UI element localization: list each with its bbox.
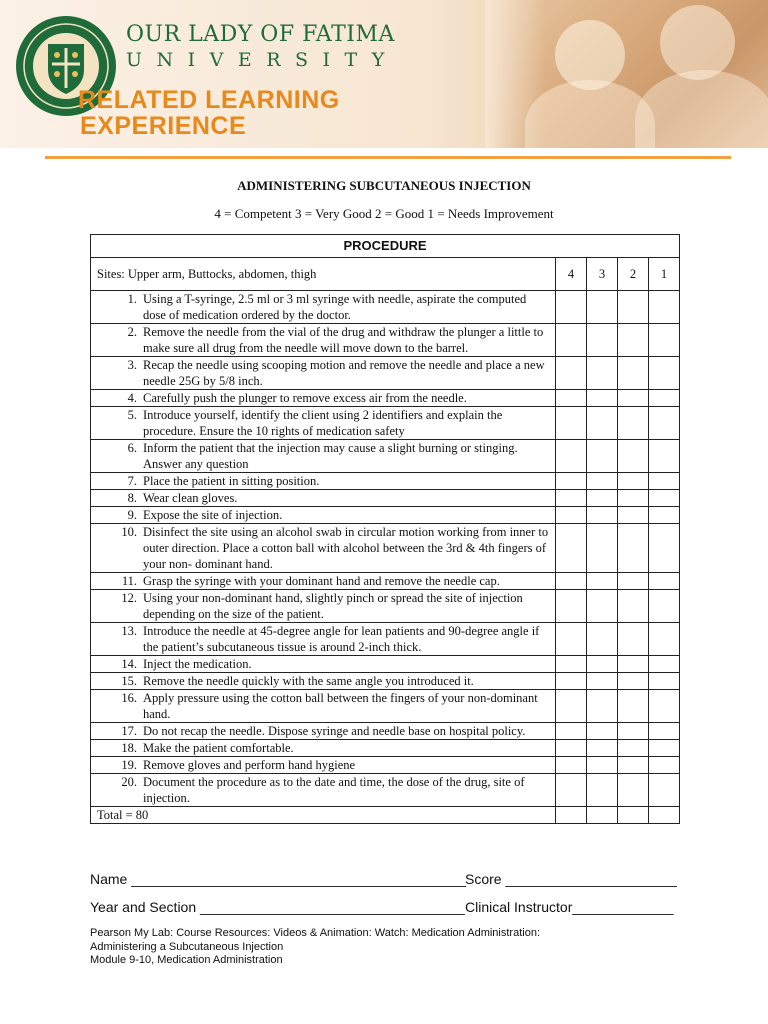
score-cell-4[interactable] bbox=[556, 507, 587, 524]
score-cell-3[interactable] bbox=[587, 524, 618, 573]
procedure-step-description: Remove the needle from the vial of the drug and withdraw the plunger a little to make sure all drug from the needle will move down to the barrel. bbox=[143, 325, 544, 355]
procedure-step-text bbox=[91, 291, 556, 324]
procedure-step-number: 16. bbox=[121, 691, 137, 705]
nurses-photo bbox=[485, 0, 768, 148]
procedure-step-number: 5. bbox=[127, 408, 137, 422]
procedure-step-row bbox=[91, 656, 680, 673]
procedure-step-description: Carefully push the plunger to remove excess air from the needle. bbox=[143, 391, 467, 405]
procedure-step-row bbox=[91, 490, 680, 507]
score-cell-1[interactable] bbox=[649, 291, 680, 324]
footer-line2: Administering a Subcutaneous Injection bbox=[90, 940, 284, 953]
score-cell-2[interactable] bbox=[618, 623, 649, 656]
score-cell-2[interactable] bbox=[618, 407, 649, 440]
score-cell-3[interactable] bbox=[587, 507, 618, 524]
procedure-step-description: Introduce yourself, identify the client using 2 identifiers and explain the procedure. Ensure the 10 rights of medication safety bbox=[143, 408, 503, 438]
total-label: Total = 80 bbox=[91, 807, 556, 824]
score-cell-3[interactable] bbox=[587, 673, 618, 690]
procedure-step-row bbox=[91, 673, 680, 690]
score-cell-3[interactable] bbox=[587, 390, 618, 407]
score-cell-4[interactable] bbox=[556, 390, 587, 407]
score-cell-1[interactable] bbox=[649, 507, 680, 524]
score-cell-3[interactable] bbox=[587, 490, 618, 507]
score-cell-2[interactable] bbox=[618, 524, 649, 573]
score-cell-4[interactable] bbox=[556, 673, 587, 690]
procedure-step-number: 3. bbox=[127, 358, 137, 372]
footer-reference bbox=[90, 927, 540, 968]
name-field[interactable]: Name ___________________________________________ bbox=[90, 871, 467, 887]
procedure-step-description: Inject the medication. bbox=[143, 657, 252, 671]
score-cell-3[interactable] bbox=[587, 324, 618, 357]
score-cell-2[interactable] bbox=[618, 656, 649, 673]
score-cell-3[interactable] bbox=[587, 656, 618, 673]
footer-line1: Pearson My Lab: Course Resources: Videos & Animation: Watch: Medication Administration: bbox=[90, 927, 540, 939]
score-cell-2[interactable] bbox=[618, 740, 649, 757]
procedure-step-row bbox=[91, 623, 680, 656]
score-cell-4[interactable] bbox=[556, 524, 587, 573]
score-cell-2[interactable] bbox=[618, 324, 649, 357]
score-cell-2[interactable] bbox=[618, 507, 649, 524]
procedure-step-number: 8. bbox=[127, 491, 137, 505]
score-cell-3[interactable] bbox=[587, 690, 618, 723]
score-cell-4[interactable] bbox=[556, 723, 587, 740]
procedure-step-row bbox=[91, 573, 680, 590]
procedure-step-text bbox=[91, 774, 556, 807]
score-cell-1[interactable] bbox=[649, 407, 680, 440]
score-cell-1[interactable] bbox=[649, 490, 680, 507]
sites-label: Sites: Upper arm, Buttocks, abdomen, thigh bbox=[91, 258, 556, 291]
procedure-step-text bbox=[91, 490, 556, 507]
procedure-step-row bbox=[91, 590, 680, 623]
procedure-step-text bbox=[91, 573, 556, 590]
score-cell-2[interactable] bbox=[618, 291, 649, 324]
score-cell-1[interactable] bbox=[649, 357, 680, 390]
score-cell-1[interactable] bbox=[649, 524, 680, 573]
procedure-step-description: Inform the patient that the injection may cause a slight burning or stinging. Answer any question bbox=[143, 441, 518, 471]
score-cell-4[interactable] bbox=[556, 757, 587, 774]
score-cell-1[interactable] bbox=[649, 390, 680, 407]
score-cell-3[interactable] bbox=[587, 473, 618, 490]
procedure-step-description: Recap the needle using scooping motion and remove the needle and place a new needle 25G by 5/8 inch. bbox=[143, 358, 545, 388]
clinical-instructor-field[interactable]: Clinical Instructor_____________ bbox=[465, 899, 674, 915]
procedure-step-description: Remove gloves and perform hand hygiene bbox=[143, 758, 356, 772]
procedure-step-number: 9. bbox=[127, 508, 137, 522]
score-cell-4[interactable] bbox=[556, 656, 587, 673]
score-cell-2[interactable] bbox=[618, 723, 649, 740]
score-cell-4[interactable] bbox=[556, 774, 587, 807]
score-cell-4[interactable] bbox=[556, 690, 587, 723]
score-cell-2[interactable] bbox=[618, 390, 649, 407]
procedure-step-text bbox=[91, 590, 556, 623]
procedure-table bbox=[90, 234, 680, 824]
score-cell-3[interactable] bbox=[587, 573, 618, 590]
score-cell-1[interactable] bbox=[649, 440, 680, 473]
procedure-step-description: Introduce the needle at 45-degree angle for lean patients and 90-degree angle if the patient’s subcutaneous tissue is around 2-inch thick. bbox=[143, 624, 540, 654]
procedure-step-text bbox=[91, 440, 556, 473]
score-cell-3[interactable] bbox=[587, 357, 618, 390]
score-cell-1[interactable] bbox=[649, 623, 680, 656]
procedure-step-description: Make the patient comfortable. bbox=[143, 741, 294, 755]
procedure-step-number: 19. bbox=[121, 758, 137, 772]
procedure-step-row bbox=[91, 507, 680, 524]
procedure-step-description: Using a T-syringe, 2.5 ml or 3 ml syringe with needle, aspirate the computed dose of medication ordered by the doctor. bbox=[143, 292, 527, 322]
score-cell-2[interactable] bbox=[618, 774, 649, 807]
procedure-step-number: 2. bbox=[127, 325, 137, 339]
university-name-line1: OUR LADY OF FATIMA bbox=[126, 22, 395, 47]
procedure-step-number: 13. bbox=[121, 624, 137, 638]
score-cell-1[interactable] bbox=[649, 740, 680, 757]
procedure-step-description: Apply pressure using the cotton ball between the fingers of your non-dominant hand. bbox=[143, 691, 538, 721]
procedure-step-number: 17. bbox=[121, 724, 137, 738]
score-cell-2[interactable] bbox=[618, 440, 649, 473]
score-cell-4[interactable] bbox=[556, 573, 587, 590]
procedure-step-number: 7. bbox=[127, 474, 137, 488]
rating-scale: 4 = Competent 3 = Very Good 2 = Good 1 = Needs Improvement bbox=[214, 206, 554, 221]
procedure-step-text bbox=[91, 623, 556, 656]
procedure-step-description: Using your non-dominant hand, slightly pinch or spread the site of injection depending on the size of the patient. bbox=[143, 591, 523, 621]
score-cell-3[interactable] bbox=[587, 723, 618, 740]
procedure-step-description: Place the patient in sitting position. bbox=[143, 474, 320, 488]
procedure-step-row bbox=[91, 723, 680, 740]
procedure-step-number: 6. bbox=[127, 441, 137, 455]
score-cell-4[interactable] bbox=[556, 324, 587, 357]
score-cell-3[interactable] bbox=[587, 774, 618, 807]
procedure-step-number: 4. bbox=[127, 391, 137, 405]
score-cell-4[interactable] bbox=[556, 440, 587, 473]
banner-title-line1: RELATED LEARNING bbox=[78, 86, 340, 114]
procedure-step-row bbox=[91, 357, 680, 390]
score-cell-1[interactable] bbox=[649, 473, 680, 490]
procedure-step-row bbox=[91, 473, 680, 490]
procedure-step-description: Grasp the syringe with your dominant hand and remove the needle cap. bbox=[143, 574, 500, 588]
score-header-4: 4 bbox=[556, 258, 587, 291]
score-cell-1[interactable] bbox=[649, 757, 680, 774]
score-header-1: 1 bbox=[649, 258, 680, 291]
score-header-3: 3 bbox=[587, 258, 618, 291]
header-banner bbox=[0, 0, 768, 148]
procedure-step-number: 18. bbox=[121, 741, 137, 755]
procedure-step-text bbox=[91, 507, 556, 524]
procedure-step-number: 11. bbox=[121, 574, 137, 588]
procedure-step-text bbox=[91, 390, 556, 407]
score-cell-1[interactable] bbox=[649, 590, 680, 623]
total-score-cell[interactable] bbox=[556, 807, 587, 824]
score-cell-1[interactable] bbox=[649, 573, 680, 590]
score-cell-4[interactable] bbox=[556, 357, 587, 390]
score-cell-3[interactable] bbox=[587, 757, 618, 774]
procedure-step-number: 1. bbox=[127, 292, 137, 306]
score-cell-4[interactable] bbox=[556, 590, 587, 623]
score-cell-2[interactable] bbox=[618, 590, 649, 623]
procedure-step-number: 14. bbox=[121, 657, 137, 671]
score-cell-2[interactable] bbox=[618, 357, 649, 390]
procedure-step-row bbox=[91, 324, 680, 357]
procedure-step-description: Wear clean gloves. bbox=[143, 491, 238, 505]
procedure-step-row bbox=[91, 291, 680, 324]
procedure-step-text bbox=[91, 473, 556, 490]
score-cell-2[interactable] bbox=[618, 690, 649, 723]
score-cell-4[interactable] bbox=[556, 291, 587, 324]
procedure-step-text bbox=[91, 524, 556, 573]
score-cell-4[interactable] bbox=[556, 740, 587, 757]
procedure-step-row bbox=[91, 757, 680, 774]
footer-line3: Module 9-10, Medication Administration bbox=[90, 954, 283, 966]
procedure-step-row bbox=[91, 690, 680, 723]
score-cell-4[interactable] bbox=[556, 407, 587, 440]
total-row bbox=[91, 807, 680, 824]
score-cell-2[interactable] bbox=[618, 673, 649, 690]
score-cell-3[interactable] bbox=[587, 440, 618, 473]
procedure-heading: PROCEDURE bbox=[91, 235, 680, 258]
procedure-step-text bbox=[91, 757, 556, 774]
score-cell-4[interactable] bbox=[556, 490, 587, 507]
score-cell-4[interactable] bbox=[556, 623, 587, 656]
score-cell-2[interactable] bbox=[618, 490, 649, 507]
procedure-step-text bbox=[91, 723, 556, 740]
procedure-step-row bbox=[91, 740, 680, 757]
procedure-step-description: Expose the site of injection. bbox=[143, 508, 283, 522]
university-name-line2: UNIVERSITY bbox=[126, 49, 399, 71]
document-title: ADMINISTERING SUBCUTANEOUS INJECTION bbox=[237, 178, 531, 193]
score-cell-2[interactable] bbox=[618, 757, 649, 774]
procedure-step-text bbox=[91, 407, 556, 440]
procedure-step-row bbox=[91, 440, 680, 473]
procedure-step-text bbox=[91, 357, 556, 390]
procedure-step-row bbox=[91, 774, 680, 807]
procedure-step-description: Do not recap the needle. Dispose syringe and needle base on hospital policy. bbox=[143, 724, 526, 738]
score-cell-1[interactable] bbox=[649, 656, 680, 673]
year-section-field[interactable]: Year and Section __________________________________ bbox=[90, 899, 465, 915]
header-divider bbox=[45, 156, 731, 159]
procedure-step-row bbox=[91, 390, 680, 407]
score-cell-1[interactable] bbox=[649, 324, 680, 357]
score-cell-1[interactable] bbox=[649, 723, 680, 740]
procedure-step-text bbox=[91, 656, 556, 673]
score-cell-3[interactable] bbox=[587, 590, 618, 623]
procedure-step-row bbox=[91, 407, 680, 440]
score-cell-2[interactable] bbox=[618, 473, 649, 490]
procedure-step-text bbox=[91, 673, 556, 690]
procedure-step-row bbox=[91, 524, 680, 573]
procedure-step-text bbox=[91, 690, 556, 723]
procedure-step-description: Remove the needle quickly with the same angle you introduced it. bbox=[143, 674, 474, 688]
score-cell-3[interactable] bbox=[587, 291, 618, 324]
procedure-step-number: 20. bbox=[121, 775, 137, 789]
banner-title-line2: EXPERIENCE bbox=[80, 112, 247, 140]
score-field[interactable]: Score ______________________ bbox=[465, 871, 677, 887]
total-score-cell[interactable] bbox=[618, 807, 649, 824]
score-cell-1[interactable] bbox=[649, 673, 680, 690]
procedure-step-number: 15. bbox=[121, 674, 137, 688]
procedure-step-number: 10. bbox=[121, 525, 137, 539]
sites-row bbox=[91, 258, 680, 291]
procedure-step-description: Disinfect the site using an alcohol swab in circular motion working from inner to outer direction. Place a cotton ball with alcohol between the 3rd & 4th fingers of your non- dominant hand. bbox=[143, 525, 549, 571]
procedure-step-description: Document the procedure as to the date and time, the dose of the drug, site of injection. bbox=[143, 775, 525, 805]
procedure-step-text bbox=[91, 324, 556, 357]
score-cell-3[interactable] bbox=[587, 623, 618, 656]
score-cell-1[interactable] bbox=[649, 774, 680, 807]
score-header-2: 2 bbox=[618, 258, 649, 291]
score-cell-3[interactable] bbox=[587, 740, 618, 757]
total-score-cell[interactable] bbox=[587, 807, 618, 824]
procedure-step-text bbox=[91, 740, 556, 757]
total-score-cell[interactable] bbox=[649, 807, 680, 824]
score-cell-1[interactable] bbox=[649, 690, 680, 723]
score-cell-2[interactable] bbox=[618, 573, 649, 590]
score-cell-3[interactable] bbox=[587, 407, 618, 440]
procedure-step-number: 12. bbox=[121, 591, 137, 605]
score-cell-4[interactable] bbox=[556, 473, 587, 490]
